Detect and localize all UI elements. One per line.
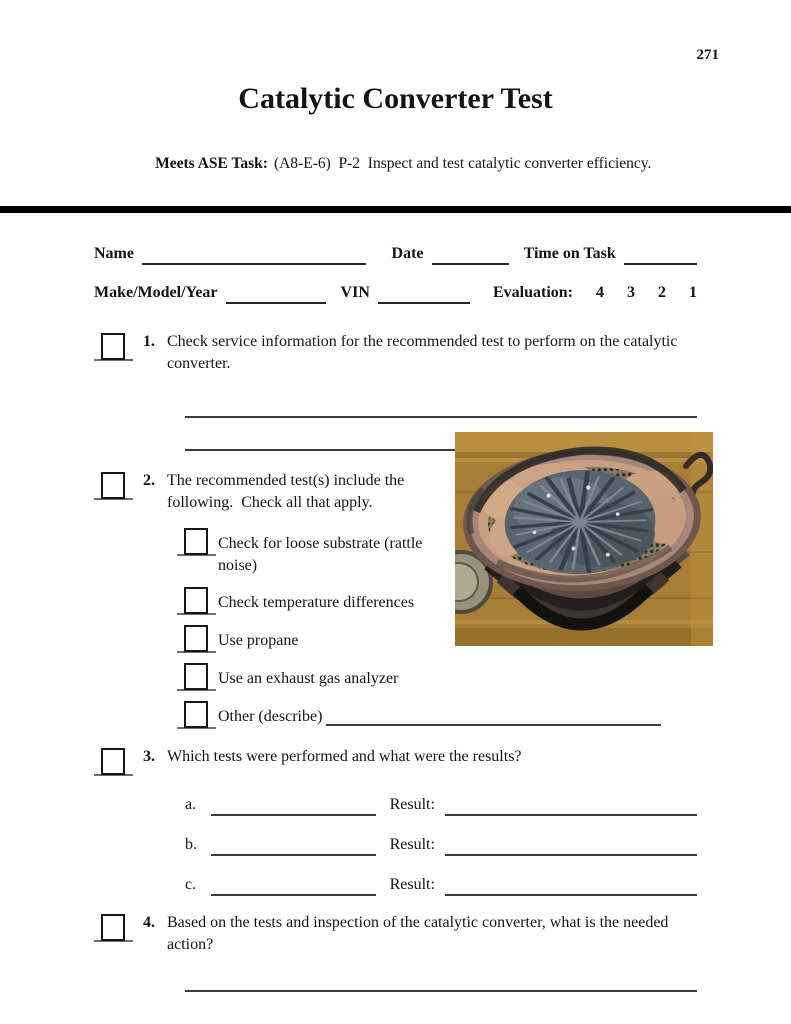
ase-task-line <box>0 131 791 197</box>
date-label: Date <box>391 245 424 262</box>
header-row-2 <box>94 282 697 304</box>
option-exhaust-gas-analyzer <box>177 659 697 691</box>
checkbox-square <box>184 663 208 690</box>
option-label: Other (describe) <box>218 708 323 725</box>
checkbox-square <box>101 914 125 941</box>
evaluation-option-4[interactable]: 4 <box>596 284 604 301</box>
task-3-checkbox[interactable] <box>94 746 133 776</box>
option-label: Use an exhaust gas analyzer <box>218 670 399 687</box>
test-input-line[interactable] <box>211 797 376 816</box>
checkbox-square <box>101 472 125 499</box>
task-1-text: Check service information for the recommended test to perform on the catalytic converter. <box>167 333 682 372</box>
answer-line[interactable] <box>185 990 697 992</box>
result-label: Result: <box>389 836 435 853</box>
result-row-a <box>185 794 697 816</box>
evaluation-option-1[interactable]: 1 <box>689 284 697 301</box>
task-item-1 <box>94 331 697 375</box>
make-model-year-label: Make/Model/Year <box>94 284 218 301</box>
result-label: Result: <box>389 796 435 813</box>
ase-task-label: Meets ASE Task: <box>155 155 268 172</box>
evaluation-group <box>493 282 697 304</box>
name-input-line[interactable] <box>142 246 366 265</box>
task-3-text: Which tests were performed and what were the results? <box>167 748 522 765</box>
vin-input-line[interactable] <box>378 285 470 304</box>
header-row-1 <box>94 243 697 265</box>
task-2-checkbox[interactable] <box>94 470 133 500</box>
task-item-4 <box>94 912 697 956</box>
option-other-describe <box>177 697 697 729</box>
page-title: Catalytic Converter Test <box>238 82 553 115</box>
option-checkbox[interactable] <box>177 699 216 729</box>
make-model-year-input-line[interactable] <box>226 285 326 304</box>
task-4-checkbox[interactable] <box>94 912 133 942</box>
result-label: Result: <box>389 876 435 893</box>
checkbox-square <box>184 701 208 728</box>
task-3-number: 3. <box>143 748 155 765</box>
option-checkbox[interactable] <box>177 526 216 556</box>
option-checkbox[interactable] <box>177 623 216 653</box>
ase-task-text: (A8-E-6) P-2 Inspect and test catalytic converter efficiency. <box>273 155 652 172</box>
other-describe-input-line[interactable] <box>326 724 661 726</box>
task-1-number: 1. <box>143 333 155 350</box>
result-input-line[interactable] <box>445 837 697 856</box>
evaluation-option-2[interactable]: 2 <box>658 284 666 301</box>
option-label: Use propane <box>218 632 299 649</box>
test-input-line[interactable] <box>211 837 376 856</box>
result-input-line[interactable] <box>445 797 697 816</box>
task-4-text: Based on the tests and inspection of the catalytic converter, what is the needed action? <box>167 914 673 953</box>
evaluation-option-3[interactable]: 3 <box>627 284 635 301</box>
checkbox-square <box>184 587 208 614</box>
task-2-number: 2. <box>143 472 155 489</box>
task-2-text: The recommended test(s) include the following. Check all that apply. <box>167 472 409 511</box>
row-label: a. <box>185 796 197 813</box>
page-number: 271 <box>696 47 719 63</box>
time-on-task-label: Time on Task <box>523 245 616 262</box>
option-label: Check temperature differences <box>218 594 415 611</box>
date-input-line[interactable] <box>432 246 509 265</box>
row-label: c. <box>185 876 197 893</box>
result-row-b <box>185 834 697 856</box>
result-row-c <box>185 874 697 896</box>
answer-line[interactable] <box>185 416 697 418</box>
row-label: b. <box>185 836 197 853</box>
option-checkbox[interactable] <box>177 661 216 691</box>
checkbox-square <box>184 625 208 652</box>
task-1-checkbox[interactable] <box>94 331 133 361</box>
name-label: Name <box>94 245 134 262</box>
evaluation-label: Evaluation: <box>492 284 573 301</box>
task-3-result-rows <box>185 794 697 896</box>
section-divider <box>0 206 791 213</box>
result-input-line[interactable] <box>445 877 697 896</box>
task-item-3 <box>94 746 697 776</box>
checkbox-square <box>101 333 125 360</box>
task-4-answer-lines <box>185 990 697 992</box>
task-4-number: 4. <box>143 914 155 931</box>
checkbox-square <box>184 528 208 555</box>
option-label: Check for loose substrate (rattle noise) <box>218 535 423 574</box>
vin-label: VIN <box>340 284 370 301</box>
option-checkbox[interactable] <box>177 585 216 615</box>
test-input-line[interactable] <box>211 877 376 896</box>
checkbox-square <box>101 748 125 775</box>
time-on-task-input-line[interactable] <box>624 246 697 265</box>
damaged-catalytic-converter-photo <box>455 432 713 646</box>
